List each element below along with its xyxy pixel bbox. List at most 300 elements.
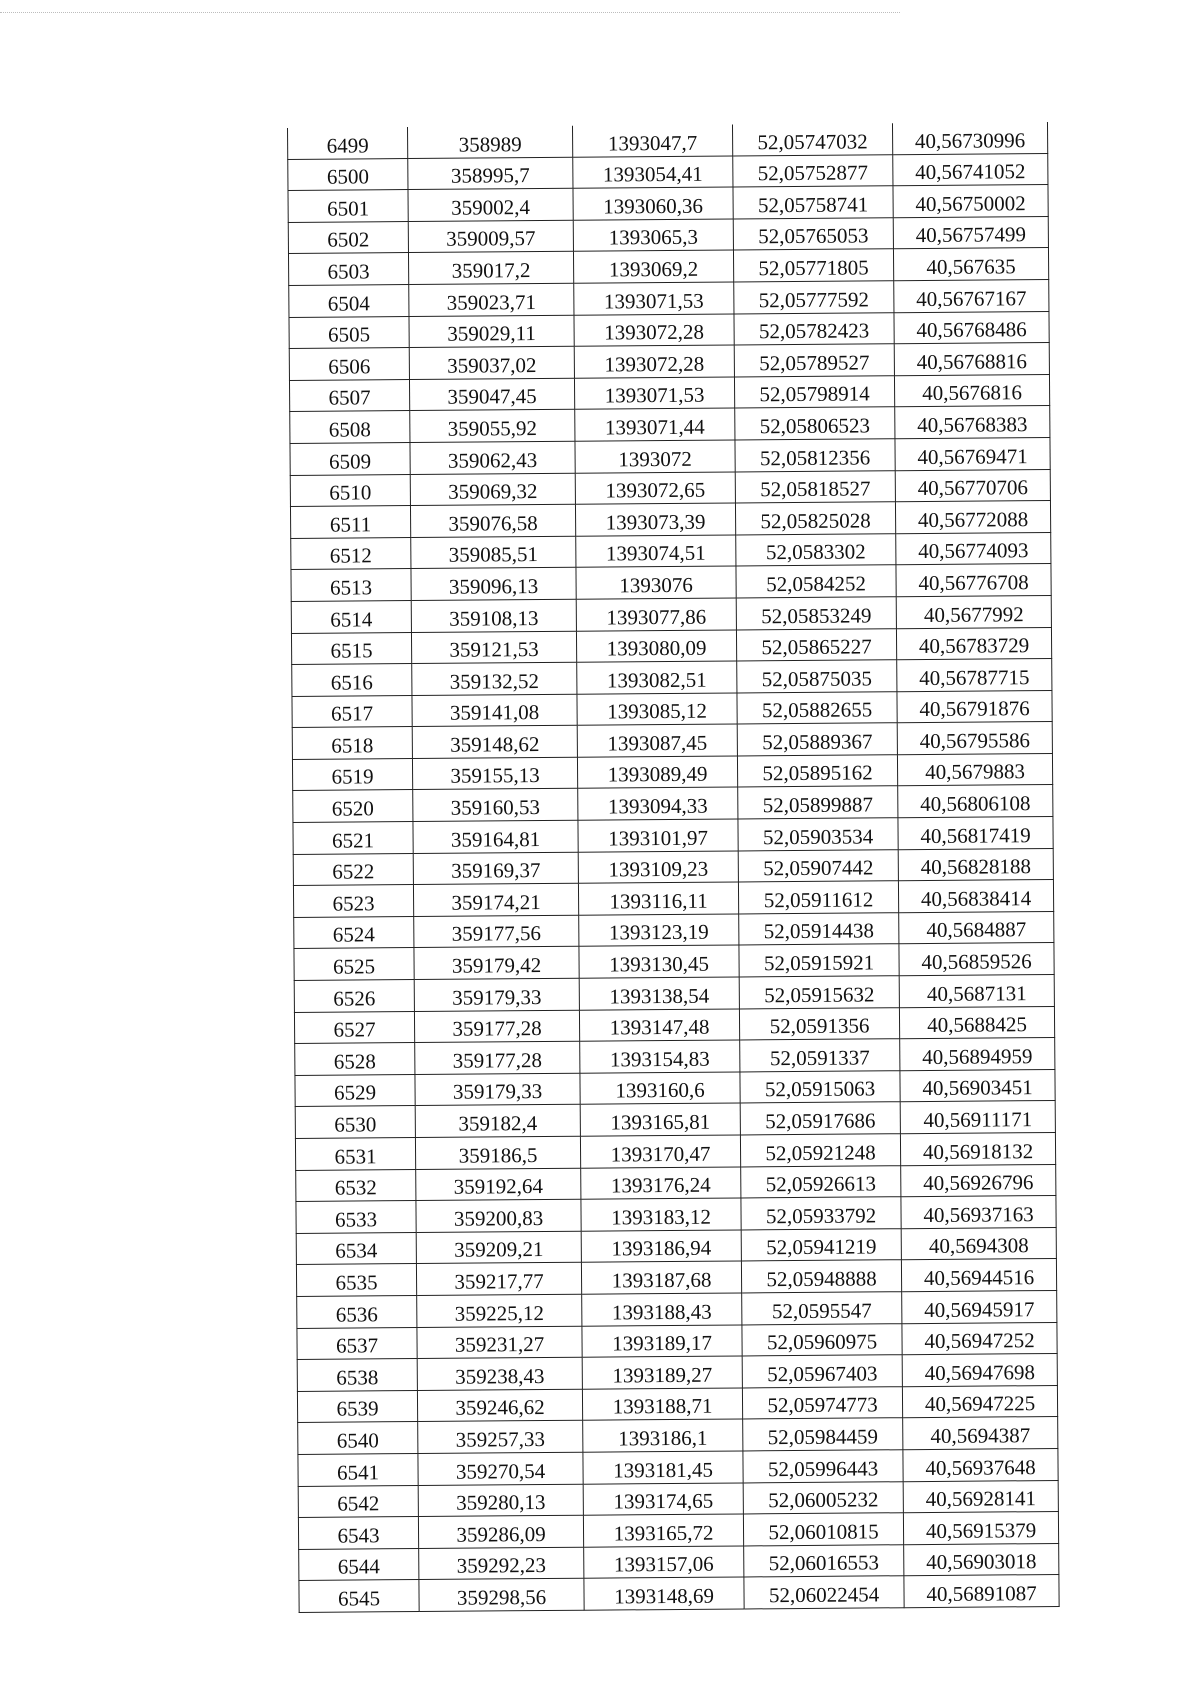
cell-value: 359164,81: [450, 826, 541, 852]
y-coordinate-cell: [581, 1198, 741, 1231]
x-coordinate-cell: [414, 947, 579, 980]
longitude-cell: [898, 785, 1053, 818]
x-coordinate-cell: [414, 978, 579, 1011]
longitude-cell: [893, 216, 1048, 249]
y-coordinate-cell: [578, 851, 738, 884]
coordinates-table-body: [287, 122, 1059, 1612]
cell-value: 359192,64: [453, 1174, 544, 1199]
cell-value: 40,56947698: [924, 1359, 1036, 1385]
table-row: [290, 406, 1050, 444]
cell-value: 6542: [337, 1491, 380, 1516]
x-coordinate-cell: [417, 1357, 582, 1390]
cell-value: 359160,53: [450, 795, 541, 820]
point-number-cell: [290, 506, 410, 539]
latitude-cell: [733, 186, 893, 219]
x-coordinate-cell: [411, 568, 576, 601]
table-row: [294, 1006, 1054, 1044]
x-coordinate-cell: [413, 789, 578, 822]
point-number-cell: [294, 1011, 414, 1044]
cell-value: 52,05914438: [763, 918, 875, 944]
table-row: [290, 469, 1050, 507]
latitude-cell: [737, 723, 897, 756]
point-number-cell: [295, 1106, 415, 1139]
point-number-cell: [298, 1422, 418, 1455]
latitude-cell: [739, 944, 899, 977]
cell-value: 6502: [327, 227, 370, 253]
cell-value: 6528: [333, 1049, 376, 1074]
cell-value: 52,05806523: [759, 413, 871, 439]
cell-value: 1393181,45: [613, 1457, 714, 1483]
cell-value: 40,56770706: [917, 475, 1029, 501]
point-number-cell: [294, 948, 414, 981]
point-number-cell: [291, 569, 411, 602]
longitude-cell: [898, 817, 1053, 850]
cell-value: 1393160,6: [615, 1078, 705, 1103]
cell-value: 6517: [331, 701, 374, 726]
longitude-cell: [901, 1259, 1056, 1292]
cell-value: 1393147,48: [609, 1014, 710, 1040]
cell-value: 40,56795586: [919, 728, 1031, 753]
latitude-cell: [734, 344, 894, 377]
longitude-cell: [901, 1227, 1056, 1260]
cell-value: 1393060,36: [603, 193, 704, 219]
cell-value: 6539: [336, 1396, 379, 1421]
longitude-cell: [903, 1448, 1058, 1481]
point-number-cell: [297, 1390, 417, 1423]
cell-value: 359257,33: [455, 1426, 546, 1452]
cell-value: 358989: [458, 131, 522, 157]
latitude-cell: [735, 470, 895, 503]
cell-value: 52,05960975: [766, 1329, 878, 1355]
point-number-cell: [290, 411, 410, 444]
longitude-cell: [900, 1132, 1055, 1165]
table-row: [294, 975, 1054, 1013]
cell-value: 359186,5: [458, 1142, 538, 1168]
point-number-cell: [287, 127, 407, 159]
x-coordinate-cell: [419, 1579, 584, 1612]
cell-value: 6534: [335, 1238, 378, 1264]
cell-value: 40,56926796: [923, 1170, 1034, 1196]
cell-value: 52,06022454: [768, 1582, 880, 1608]
cell-value: 359121,53: [449, 637, 539, 662]
cell-value: 359231,27: [454, 1332, 545, 1357]
point-number-cell: [298, 1485, 418, 1518]
cell-value: 40,56768383: [917, 412, 1028, 437]
y-coordinate-cell: [574, 282, 734, 315]
x-coordinate-cell: [415, 1073, 580, 1106]
latitude-cell: [738, 818, 898, 851]
cell-value: 52,05777592: [758, 286, 870, 312]
latitude-cell: [734, 281, 894, 314]
longitude-cell: [904, 1543, 1059, 1576]
cell-value: 359217,77: [454, 1268, 544, 1294]
cell-value: 1393085,12: [607, 699, 708, 724]
cell-value: 1393076: [619, 572, 693, 598]
latitude-cell: [742, 1323, 902, 1356]
table-row: [298, 1480, 1058, 1518]
cell-value: 40,56918132: [922, 1138, 1034, 1164]
latitude-cell: [743, 1418, 903, 1451]
y-coordinate-cell: [576, 598, 736, 631]
point-number-cell: [299, 1548, 419, 1581]
longitude-cell: [893, 248, 1048, 281]
table-row: [293, 880, 1053, 918]
table-row: [295, 1132, 1055, 1170]
x-coordinate-cell: [418, 1515, 583, 1548]
cell-value: 359179,33: [452, 984, 542, 1010]
cell-value: 6529: [333, 1080, 377, 1106]
cell-value: 359096,13: [448, 573, 539, 599]
cell-value: 52,05798914: [759, 381, 870, 407]
cell-value: 6545: [337, 1586, 381, 1611]
cell-value: 52,05907442: [763, 855, 874, 881]
latitude-cell: [741, 1260, 901, 1293]
latitude-cell: [739, 976, 899, 1009]
y-coordinate-cell: [576, 535, 736, 568]
cell-value: 359055,92: [447, 415, 538, 441]
x-coordinate-cell: [410, 473, 575, 506]
point-number-cell: [288, 253, 408, 286]
latitude-cell: [736, 533, 896, 566]
cell-value: 359002,4: [451, 194, 531, 220]
cell-value: 52,0591356: [769, 1013, 870, 1039]
x-coordinate-cell: [408, 157, 573, 190]
y-coordinate-cell: [577, 693, 737, 726]
x-coordinate-cell: [416, 1199, 581, 1232]
table-row: [288, 153, 1048, 191]
point-number-cell: [293, 822, 413, 855]
cell-value: 52,05853249: [761, 602, 872, 628]
y-coordinate-cell: [582, 1293, 742, 1326]
y-coordinate-cell: [578, 882, 738, 915]
table-row: [299, 1543, 1059, 1581]
y-coordinate-cell: [580, 1103, 740, 1136]
cell-value: 40,56776708: [918, 570, 1029, 595]
x-coordinate-cell: [413, 820, 578, 853]
cell-value: 1393116,11: [609, 888, 708, 914]
cell-value: 40,56937163: [923, 1201, 1034, 1227]
y-coordinate-cell: [574, 377, 734, 410]
latitude-cell: [737, 660, 897, 693]
y-coordinate-cell: [579, 914, 739, 947]
cell-value: 1393071,44: [604, 414, 705, 440]
longitude-cell: [894, 374, 1049, 407]
cell-value: 40,56944516: [923, 1265, 1035, 1291]
x-coordinate-cell: [416, 1168, 581, 1201]
cell-value: 52,05758741: [757, 192, 869, 218]
y-coordinate-cell: [582, 1388, 742, 1421]
y-coordinate-cell: [575, 472, 735, 505]
table-row: [289, 311, 1049, 349]
x-coordinate-cell: [411, 631, 576, 664]
cell-value: 359085,51: [448, 542, 539, 568]
y-coordinate-cell: [575, 440, 735, 473]
point-number-cell: [289, 285, 409, 318]
cell-value: 40,56768816: [916, 348, 1028, 374]
cell-value: 52,05782423: [758, 318, 870, 344]
latitude-cell: [743, 1513, 903, 1546]
point-number-cell: [296, 1169, 416, 1202]
cell-value: 6507: [328, 385, 371, 411]
point-number-cell: [290, 442, 410, 475]
cell-value: 1393188,71: [612, 1394, 713, 1419]
point-number-cell: [291, 632, 411, 665]
cell-value: 52,05889367: [762, 729, 873, 755]
point-number-cell: [288, 158, 408, 191]
cell-value: 1393157,06: [613, 1552, 714, 1577]
longitude-cell: [899, 911, 1054, 944]
cell-value: 6508: [328, 417, 371, 442]
x-coordinate-cell: [409, 315, 574, 348]
cell-value: 40,56928141: [925, 1486, 1037, 1512]
cell-value: 40,56774093: [918, 538, 1029, 564]
point-number-cell: [289, 348, 409, 381]
cell-value: 40,5694308: [928, 1233, 1029, 1259]
cell-value: 52,05765053: [758, 223, 869, 249]
latitude-cell: [737, 755, 897, 788]
cell-value: 40,56750002: [915, 190, 1026, 216]
latitude-cell: [738, 849, 898, 882]
cell-value: 1393072,65: [605, 477, 706, 503]
x-coordinate-cell: [411, 599, 576, 632]
point-number-cell: [297, 1359, 417, 1392]
cell-value: 40,56767167: [916, 285, 1027, 311]
point-number-cell: [293, 790, 413, 823]
latitude-cell: [739, 1007, 899, 1040]
cell-value: 1393072: [618, 446, 692, 471]
cell-value: 1393065,3: [608, 225, 699, 250]
cell-value: 359270,54: [455, 1458, 546, 1484]
latitude-cell: [740, 1071, 900, 1104]
point-number-cell: [298, 1517, 418, 1550]
point-number-cell: [292, 664, 412, 697]
longitude-cell: [900, 1069, 1055, 1102]
cell-value: 52,05948888: [766, 1266, 877, 1292]
cell-value: 6531: [334, 1143, 377, 1169]
y-coordinate-cell: [578, 787, 738, 820]
cell-value: 1393109,23: [608, 856, 709, 882]
cell-value: 6536: [335, 1301, 378, 1327]
latitude-cell: [735, 502, 895, 535]
latitude-cell: [735, 407, 895, 440]
y-coordinate-cell: [583, 1514, 743, 1547]
longitude-cell: [896, 627, 1051, 660]
cell-value: 52,05903534: [762, 824, 874, 849]
scan-edge-line: [0, 12, 900, 13]
latitude-cell: [736, 597, 896, 630]
cell-value: 1393087,45: [607, 730, 708, 756]
cell-value: 6527: [333, 1017, 376, 1042]
table-row: [292, 722, 1052, 760]
y-coordinate-cell: [573, 250, 733, 283]
cell-value: 359200,83: [453, 1205, 544, 1231]
y-coordinate-cell: [580, 1040, 740, 1073]
cell-value: 359182,4: [458, 1111, 538, 1136]
x-coordinate-cell: [418, 1452, 583, 1485]
latitude-cell: [733, 249, 893, 282]
cell-value: 359177,28: [452, 1047, 543, 1073]
point-number-cell: [297, 1295, 417, 1328]
table-row: [294, 943, 1054, 981]
longitude-cell: [897, 690, 1052, 723]
cell-value: 6516: [330, 670, 373, 695]
table-row: [289, 279, 1049, 317]
table-row: [291, 627, 1051, 665]
table-row: [293, 848, 1053, 886]
longitude-cell: [900, 1101, 1055, 1134]
point-number-cell: [292, 695, 412, 728]
cell-value: 52,05875035: [761, 666, 873, 691]
coordinates-table-container: [287, 122, 1059, 1613]
cell-value: 40,56769471: [917, 443, 1028, 469]
table-row: [294, 911, 1054, 949]
y-coordinate-cell: [575, 408, 735, 441]
y-coordinate-cell: [580, 1072, 740, 1105]
cell-value: 1393138,54: [609, 983, 710, 1009]
cell-value: 6530: [334, 1112, 377, 1137]
point-number-cell: [296, 1201, 416, 1234]
longitude-cell: [898, 880, 1053, 913]
longitude-cell: [903, 1512, 1058, 1545]
longitude-cell: [897, 753, 1052, 786]
table-row: [298, 1417, 1058, 1455]
longitude-cell: [896, 532, 1051, 565]
y-coordinate-cell: [578, 819, 738, 852]
cell-value: 1393189,27: [612, 1362, 713, 1388]
cell-value: 52,0591337: [769, 1045, 870, 1071]
cell-value: 6537: [335, 1333, 379, 1358]
latitude-cell: [738, 881, 898, 914]
cell-value: 6533: [334, 1207, 378, 1232]
table-row: [293, 785, 1053, 823]
y-coordinate-cell: [583, 1451, 743, 1484]
cell-value: 1393074,51: [605, 541, 706, 566]
longitude-cell: [899, 1006, 1054, 1039]
y-coordinate-cell: [577, 756, 737, 789]
table-row: [299, 1575, 1059, 1613]
cell-value: 1393047,7: [607, 130, 698, 156]
cell-value: 359179,33: [452, 1079, 543, 1105]
cell-value: 6522: [332, 859, 375, 884]
cell-value: 6526: [333, 985, 376, 1011]
longitude-cell: [903, 1417, 1058, 1450]
point-number-cell: [295, 1043, 415, 1076]
x-coordinate-cell: [413, 852, 578, 885]
cell-value: 1393073,39: [605, 509, 706, 535]
cell-value: 52,05899887: [762, 792, 874, 818]
cell-value: 359009,57: [446, 226, 536, 252]
y-coordinate-cell: [580, 1135, 740, 1168]
y-coordinate-cell: [573, 156, 733, 189]
cell-value: 6509: [329, 448, 372, 474]
cell-value: 1393071,53: [603, 288, 704, 314]
cell-value: 359141,08: [449, 700, 540, 726]
table-row: [291, 532, 1051, 570]
y-coordinate-cell: [574, 345, 734, 378]
cell-value: 359280,13: [456, 1490, 546, 1515]
cell-value: 359155,13: [450, 763, 540, 789]
cell-value: 1393130,45: [609, 951, 710, 977]
cell-value: 52,05825028: [760, 508, 871, 534]
cell-value: 52,05818527: [760, 476, 871, 502]
x-coordinate-cell: [415, 1105, 580, 1138]
longitude-cell: [894, 343, 1049, 376]
cell-value: 52,05996443: [767, 1455, 879, 1481]
cell-value: 1393071,53: [604, 383, 705, 408]
x-coordinate-cell: [417, 1294, 582, 1327]
point-number-cell: [288, 190, 408, 223]
cell-value: 52,06005232: [768, 1487, 879, 1513]
x-coordinate-cell: [409, 378, 574, 411]
latitude-cell: [740, 1102, 900, 1135]
latitude-cell: [739, 913, 899, 946]
cell-value: 52,05752877: [757, 160, 869, 186]
table-row: [289, 343, 1049, 381]
y-coordinate-cell: [581, 1167, 741, 1200]
cell-value: 40,56806108: [920, 791, 1031, 817]
cell-value: 359177,56: [451, 921, 542, 947]
cell-value: 359238,43: [455, 1363, 545, 1389]
point-number-cell: [292, 758, 412, 791]
cell-value: 52,06016553: [768, 1550, 880, 1576]
point-number-cell: [296, 1264, 416, 1297]
longitude-cell: [898, 848, 1053, 881]
table-row: [296, 1227, 1056, 1265]
cell-value: 1393094,33: [607, 793, 708, 819]
y-coordinate-cell: [576, 629, 736, 662]
y-coordinate-cell: [582, 1325, 742, 1358]
x-coordinate-cell: [415, 1136, 580, 1169]
cell-value: 359225,12: [454, 1300, 545, 1326]
latitude-cell: [744, 1576, 904, 1609]
latitude-cell: [741, 1197, 901, 1230]
latitude-cell: [742, 1355, 902, 1388]
cell-value: 40,56891087: [926, 1581, 1037, 1606]
table-row: [295, 1038, 1055, 1076]
y-coordinate-cell: [577, 661, 737, 694]
latitude-cell: [741, 1228, 901, 1261]
x-coordinate-cell: [415, 1041, 580, 1074]
table-row: [297, 1290, 1057, 1328]
cell-value: 6535: [335, 1270, 378, 1295]
latitude-cell: [744, 1544, 904, 1577]
cell-value: 359037,02: [447, 352, 537, 378]
x-coordinate-cell: [409, 283, 574, 316]
cell-value: 6540: [336, 1428, 379, 1453]
longitude-cell: [899, 943, 1054, 976]
y-coordinate-cell: [579, 1009, 739, 1042]
longitude-cell: [893, 185, 1048, 218]
cell-value: 6515: [330, 638, 373, 663]
cell-value: 52,0583302: [765, 539, 866, 565]
y-coordinate-cell: [577, 724, 737, 757]
longitude-cell: [902, 1322, 1057, 1355]
point-number-cell: [288, 221, 408, 254]
table-row: [290, 501, 1050, 539]
latitude-cell: [743, 1481, 903, 1514]
x-coordinate-cell: [408, 252, 573, 285]
longitude-cell: [901, 1196, 1056, 1229]
longitude-cell: [892, 122, 1047, 154]
latitude-cell: [742, 1292, 902, 1325]
cell-value: 6541: [336, 1459, 380, 1485]
x-coordinate-cell: [409, 346, 574, 379]
table-row: [296, 1196, 1056, 1234]
latitude-cell: [737, 691, 897, 724]
point-number-cell: [290, 474, 410, 507]
cell-value: 1393123,19: [608, 920, 709, 945]
cell-value: 40,56894959: [922, 1043, 1033, 1069]
